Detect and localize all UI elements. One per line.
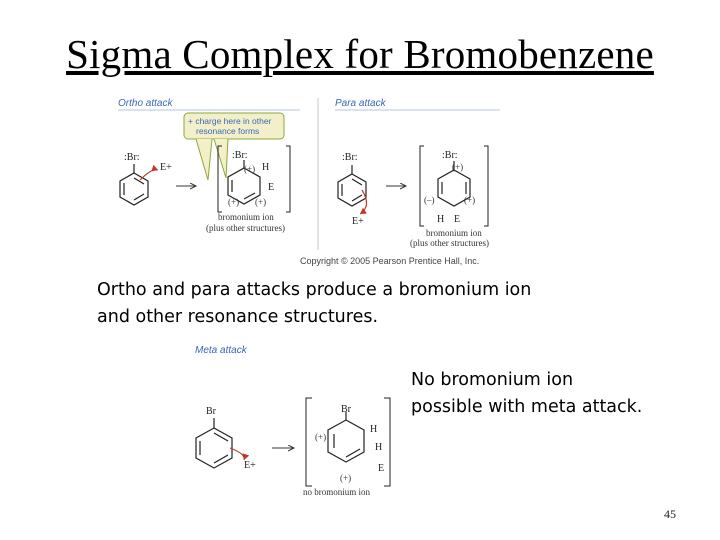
meta-plus-left: (+) [315,432,327,442]
caption-line-2: and other resonance structures. [97,307,379,327]
para-h: H [437,214,445,225]
meta-reactant-benzene [196,406,256,471]
page-number: 45 [664,507,676,521]
meta-reactant-br: Br [206,406,216,417]
caption [97,277,531,331]
ortho-reactant-br: :Br: [124,152,140,163]
meta-attack-label: Meta attack [195,345,247,356]
para-product-label-2: (plus other structures) [410,238,489,248]
ortho-h: H [262,162,270,173]
slide-title: Sigma Complex for Bromobenzene [66,31,654,77]
para-product-br: :Br: [442,150,458,161]
meta-h-2: H [375,442,383,453]
meta-note [411,367,642,421]
meta-product-label: no bromonium ion [303,487,370,497]
caption-line-1: Ortho and para attacks produce a bromonium ion [97,280,532,300]
para-plus-top: (+) [452,162,464,172]
ortho-e: E [268,182,275,193]
para-attack-label: Para attack [335,98,386,109]
para-e: E [454,214,461,225]
meta-figure [195,345,390,497]
para-electrophile: E+ [352,216,364,227]
meta-h-1: H [370,424,378,435]
ortho-plus-2: (+) [228,197,240,207]
meta-electrophile: E+ [244,460,256,471]
ortho-reactant-benzene [120,152,172,205]
copyright-notice: Copyright © 2005 Pearson Prentice Hall, Inc. [300,256,480,266]
callout-line-2: resonance forms [196,126,260,136]
ortho-attack-label: Ortho attack [118,98,173,109]
meta-e: E [378,463,385,474]
para-plus-right: (+) [464,195,476,205]
meta-note-line-1: No bromonium ion [411,370,574,390]
meta-product [303,398,390,497]
meta-product-br: Br [341,404,351,415]
ortho-plus-1: (+) [244,164,256,174]
para-product-label-1: bromonium ion [426,228,482,238]
ortho-plus-3: (+) [255,197,267,207]
ortho-product-label-1: bromonium ion [218,212,274,222]
callout-line-1: + charge here in other [188,116,272,126]
para-minus-left: (–) [424,195,435,205]
meta-plus-bottom: (+) [340,473,352,483]
ortho-product [206,146,290,233]
meta-note-line-2: possible with meta attack. [411,397,643,417]
ortho-product-br: :Br: [232,150,248,161]
para-reactant-benzene [338,152,367,227]
para-product [410,146,489,248]
para-reactant-br: :Br: [342,152,358,163]
ortho-electrophile: E+ [160,162,172,173]
ortho-product-label-2: (plus other structures) [206,223,285,233]
top-figure [118,98,500,266]
